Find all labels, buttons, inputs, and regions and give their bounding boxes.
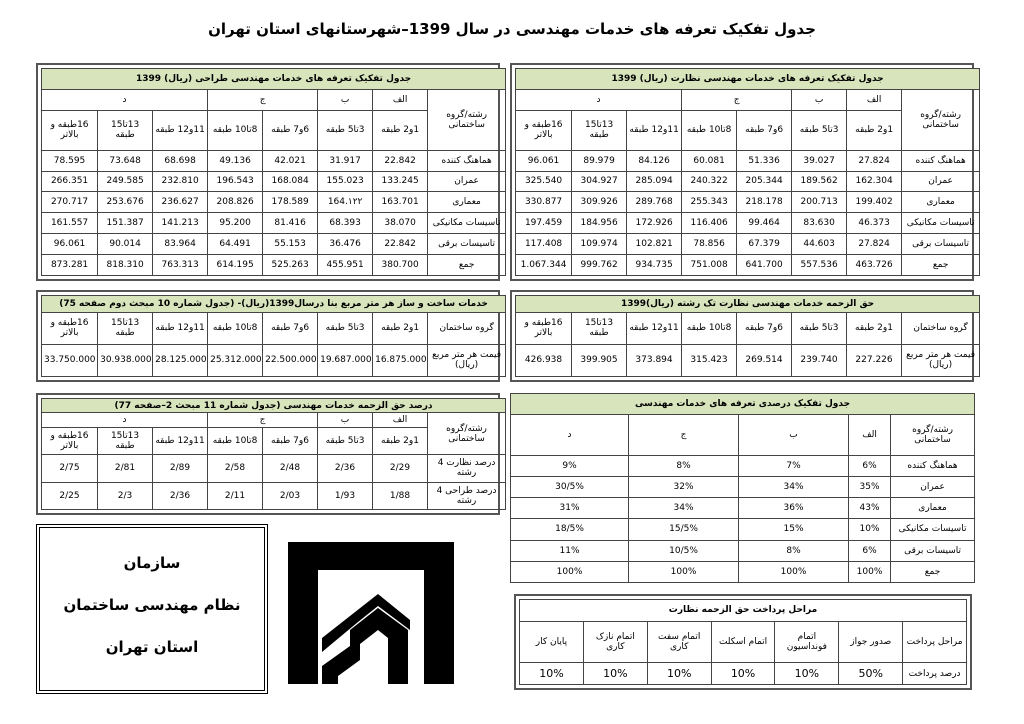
cell-value: 463.726 <box>847 255 902 276</box>
row-label: درصد نظارت 4 رشته <box>428 455 506 482</box>
cell-value: 269.514 <box>737 344 792 376</box>
cell-value: 330.877 <box>516 192 572 213</box>
cell-value: 309.926 <box>572 192 627 213</box>
floor-range-header: 6و7 طبقه <box>263 312 318 344</box>
cell-value: 199.402 <box>847 192 902 213</box>
cell-value: 31% <box>511 498 629 519</box>
cell-value: 8% <box>739 540 849 561</box>
cell-value: 100% <box>629 561 739 582</box>
table-title: جدول تفکیک تعرفه های خدمات مهندسی طراحی (ریال) 1399 <box>42 69 506 90</box>
floor-range-header: 8تا10 طبقه <box>208 110 263 150</box>
floor-range-header: 16طبقه و بالاتر <box>516 110 572 150</box>
cell-value: 78.856 <box>682 234 737 255</box>
cell-value: 36.476 <box>318 234 373 255</box>
cell-value: 50% <box>839 663 903 685</box>
floor-range-header: 3تا5 طبقه <box>792 312 847 344</box>
cell-value: 1/93 <box>318 482 373 509</box>
cell-value: 34% <box>739 476 849 497</box>
cell-value: 100% <box>849 561 891 582</box>
floor-range-header: 11و12 طبقه <box>153 312 208 344</box>
row-label: عمران <box>428 171 506 192</box>
cell-value: 9% <box>511 455 629 476</box>
cell-value: 10% <box>711 663 775 685</box>
cell-value: 289.768 <box>627 192 682 213</box>
cell-value: 1/88 <box>373 482 428 509</box>
cell-value: 557.536 <box>792 255 847 276</box>
cell-value: 27.824 <box>847 150 902 171</box>
table-row <box>511 561 975 582</box>
cell-value: 22.500.000 <box>263 344 318 376</box>
cell-value: 96.061 <box>516 150 572 171</box>
cell-value: 227.226 <box>847 344 902 376</box>
floor-range-header: 11و12 طبقه <box>627 312 682 344</box>
cell-value: 67.379 <box>737 234 792 255</box>
breakdown-table <box>510 393 974 583</box>
cell-value: 27.824 <box>847 234 902 255</box>
table-row <box>42 171 506 192</box>
column-header: ج <box>629 415 739 456</box>
floor-range-header: 13تا15 طبقه <box>572 110 627 150</box>
cell-value: 253.676 <box>98 192 153 213</box>
cell-value: 64.491 <box>208 234 263 255</box>
group-header: ب <box>318 89 373 110</box>
cell-value: 10% <box>849 519 891 540</box>
cell-value: 168.084 <box>263 171 318 192</box>
table-row <box>42 255 506 276</box>
table-row <box>516 171 980 192</box>
cell-value: 32% <box>629 476 739 497</box>
cell-value: 31.917 <box>318 150 373 171</box>
row-label: معماری <box>428 192 506 213</box>
floor-range-header: 3تا5 طبقه <box>318 110 373 150</box>
cell-value: 100% <box>511 561 629 582</box>
cell-value: 184.956 <box>572 213 627 234</box>
cell-value: 15/5% <box>629 519 739 540</box>
column-header: ب <box>739 415 849 456</box>
row-label: قیمت هر متر مربع (ریال) <box>428 344 506 376</box>
floor-range-header: 13تا15 طبقه <box>98 110 153 150</box>
group-header: د <box>42 89 208 110</box>
row-label: هماهنگ کننده <box>891 455 975 476</box>
floor-range-header: 8تا10 طبقه <box>682 312 737 344</box>
column-header: پایان کار <box>520 621 584 663</box>
cell-value: 83.964 <box>153 234 208 255</box>
cell-value: 116.406 <box>682 213 737 234</box>
floor-range-header: 6و7 طبقه <box>737 312 792 344</box>
table-row <box>42 455 506 482</box>
table-row <box>42 234 506 255</box>
table-row <box>42 482 506 509</box>
column-header: صدور جواز <box>839 621 903 663</box>
row-header: گروه ساختمان <box>428 312 506 344</box>
org-line2: نظام مهندسی ساختمان <box>63 596 241 614</box>
row-label: تاسیسات مکانیکی <box>428 213 506 234</box>
row-label: تاسیسات برقی <box>428 234 506 255</box>
cell-value: 196.543 <box>208 171 263 192</box>
floor-range-header: 6و7 طبقه <box>263 110 318 150</box>
floor-range-header: 1و2 طبقه <box>373 110 428 150</box>
cell-value: 373.894 <box>627 344 682 376</box>
cell-value: 6% <box>849 540 891 561</box>
cell-value: 51.336 <box>737 150 792 171</box>
column-header: د <box>511 415 629 456</box>
cell-value: 44.603 <box>792 234 847 255</box>
cell-value: 7% <box>739 455 849 476</box>
floor-range-header: 13تا15 طبقه <box>98 312 153 344</box>
row-label: جمع <box>902 255 980 276</box>
row-label: هماهنگ کننده <box>428 150 506 171</box>
group-header: الف <box>373 89 428 110</box>
cell-value: 2/3 <box>98 482 153 509</box>
floor-range-header: 8تا10 طبقه <box>208 427 263 454</box>
cell-value: 255.343 <box>682 192 737 213</box>
row-label: تاسیسات برقی <box>902 234 980 255</box>
floor-range-header: 11و12 طبقه <box>627 110 682 150</box>
cell-value: 73.648 <box>98 150 153 171</box>
row-label: عمران <box>891 476 975 497</box>
table-title: جدول تفکیک تعرفه های خدمات مهندسی نظارت (ریال) 1399 <box>516 69 980 90</box>
group-header: د <box>42 413 208 427</box>
cell-value: 95.200 <box>208 213 263 234</box>
cell-value: 30/5% <box>511 476 629 497</box>
table-row <box>42 192 506 213</box>
design-table <box>36 63 500 281</box>
cell-value: 325.540 <box>516 171 572 192</box>
cell-value: 205.344 <box>737 171 792 192</box>
cell-value: 96.061 <box>42 234 98 255</box>
row-label: درصد پرداخت <box>903 663 967 685</box>
cell-value: 197.459 <box>516 213 572 234</box>
cell-value: 2/48 <box>263 455 318 482</box>
row-header: رشته/گروه ساختمانی <box>902 89 980 150</box>
cell-value: 239.740 <box>792 344 847 376</box>
cell-value: 304.927 <box>572 171 627 192</box>
table-title: خدمات ساخت و ساز هر متر مربع بنا درسال1399(ریال)- (جدول شماره 10 مبحث دوم صفحه 75) <box>42 296 506 313</box>
cell-value: 270.717 <box>42 192 98 213</box>
cell-value: 19.687.000 <box>318 344 373 376</box>
table-row <box>511 519 975 540</box>
table-row <box>511 540 975 561</box>
cell-value: 68.698 <box>153 150 208 171</box>
cell-value: 46.373 <box>847 213 902 234</box>
cell-value: 2/36 <box>153 482 208 509</box>
column-header: الف <box>849 415 891 456</box>
cell-value: 236.627 <box>153 192 208 213</box>
table-row <box>511 455 975 476</box>
cell-value: 763.313 <box>153 255 208 276</box>
table-title: حق الزحمه خدمات مهندسی نظارت تک رشته (ریال)1399 <box>516 296 980 313</box>
supervision-table <box>510 63 974 281</box>
cell-value: 10% <box>583 663 647 685</box>
cell-value: 15% <box>739 519 849 540</box>
floor-range-header: 11و12 طبقه <box>153 110 208 150</box>
table-title: درصد حق الزحمه خدمات مهندسی (جدول شماره 11 مبحث 2–صفحه 77) <box>42 399 506 413</box>
table-row <box>42 150 506 171</box>
cell-value: 16.875.000 <box>373 344 428 376</box>
cell-value: 18/5% <box>511 519 629 540</box>
table-row <box>42 213 506 234</box>
cell-value: 133.245 <box>373 171 428 192</box>
cell-value: 10% <box>775 663 839 685</box>
cell-value: 99.464 <box>737 213 792 234</box>
floor-range-header: 11و12 طبقه <box>153 427 208 454</box>
row-label: جمع <box>891 561 975 582</box>
cell-value: 100% <box>739 561 849 582</box>
cell-value: 873.281 <box>42 255 98 276</box>
cell-value: 33.750.000 <box>42 344 98 376</box>
cell-value: 614.195 <box>208 255 263 276</box>
group-header: ج <box>208 413 318 427</box>
group-header: الف <box>373 413 428 427</box>
cell-value: 68.393 <box>318 213 373 234</box>
row-label: معماری <box>902 192 980 213</box>
cell-value: 641.700 <box>737 255 792 276</box>
cell-value: 35% <box>849 476 891 497</box>
cell-value: 89.979 <box>572 150 627 171</box>
floor-range-header: 3تا5 طبقه <box>318 312 373 344</box>
cell-value: 208.826 <box>208 192 263 213</box>
cell-value: 10% <box>520 663 584 685</box>
table-row <box>516 150 980 171</box>
group-header: د <box>516 89 682 110</box>
cell-value: 22.842 <box>373 150 428 171</box>
cell-value: 141.213 <box>153 213 208 234</box>
cell-value: 161.557 <box>42 213 98 234</box>
group-header: ج <box>208 89 318 110</box>
cell-value: 38.070 <box>373 213 428 234</box>
row-label: جمع <box>428 255 506 276</box>
row-label: تاسیسات برقی <box>891 540 975 561</box>
floor-range-header: 1و2 طبقه <box>373 312 428 344</box>
cell-value: 90.014 <box>98 234 153 255</box>
cell-value: 60.081 <box>682 150 737 171</box>
cell-value: 84.126 <box>627 150 682 171</box>
row-label: عمران <box>902 171 980 192</box>
row-header: گروه ساختمان <box>902 312 980 344</box>
cell-value: 42.021 <box>263 150 318 171</box>
row-label: تاسیسات مکانیکی <box>902 213 980 234</box>
cell-value: 455.951 <box>318 255 373 276</box>
cell-value: 43% <box>849 498 891 519</box>
cell-value: 102.821 <box>627 234 682 255</box>
row-header: رشته/گروه ساختمانی <box>428 413 506 455</box>
cell-value: 2/75 <box>42 455 98 482</box>
cell-value: 163.701 <box>373 192 428 213</box>
floor-range-header: 6و7 طبقه <box>737 110 792 150</box>
cell-value: 399.905 <box>572 344 627 376</box>
cell-value: 28.125.000 <box>153 344 208 376</box>
cell-value: 249.585 <box>98 171 153 192</box>
row-header: رشته/گروه ساختمانی <box>428 89 506 150</box>
cell-value: 117.408 <box>516 234 572 255</box>
percent-fee-table <box>36 393 500 515</box>
floor-range-header: 1و2 طبقه <box>373 427 428 454</box>
row-label: معماری <box>891 498 975 519</box>
column-header: اتمام فونداسیون <box>775 621 839 663</box>
floor-range-header: 16طبقه و بالاتر <box>42 110 98 150</box>
cell-value: 34% <box>629 498 739 519</box>
cell-value: 78.595 <box>42 150 98 171</box>
floor-range-header: 16طبقه و بالاتر <box>516 312 572 344</box>
row-label: قیمت هر متر مربع (ریال) <box>902 344 980 376</box>
cell-value: 10/5% <box>629 540 739 561</box>
cell-value: 81.416 <box>263 213 318 234</box>
cell-value: 30.938.000 <box>98 344 153 376</box>
table-row <box>516 234 980 255</box>
cell-value: 266.351 <box>42 171 98 192</box>
table-row <box>511 498 975 519</box>
column-header: اتمام نازک کاری <box>583 621 647 663</box>
cell-value: 240.322 <box>682 171 737 192</box>
cell-value: 83.630 <box>792 213 847 234</box>
cell-value: 178.589 <box>263 192 318 213</box>
cell-value: 934.735 <box>627 255 682 276</box>
cell-value: 2/81 <box>98 455 153 482</box>
cell-value: 164.۱۲۲ <box>318 192 373 213</box>
org-line1: سازمان <box>123 554 181 572</box>
cell-value: 155.023 <box>318 171 373 192</box>
cell-value: 2/11 <box>208 482 263 509</box>
cell-value: 10% <box>647 663 711 685</box>
cell-value: 2/03 <box>263 482 318 509</box>
floor-range-header: 3تا5 طبقه <box>792 110 847 150</box>
cell-value: 49.136 <box>208 150 263 171</box>
table-row <box>511 476 975 497</box>
cell-value: 11% <box>511 540 629 561</box>
cell-value: 232.810 <box>153 171 208 192</box>
floor-range-header: 6و7 طبقه <box>263 427 318 454</box>
table-row <box>516 255 980 276</box>
single-supervision-table <box>510 290 974 382</box>
cell-value: 1.067.344 <box>516 255 572 276</box>
floor-range-header: 1و2 طبقه <box>847 110 902 150</box>
column-header: رشته/گروه ساختمانی <box>891 415 975 456</box>
cell-value: 200.713 <box>792 192 847 213</box>
table-title: جدول تفکیک درصدی تعرفه های خدمات مهندسی <box>511 394 975 415</box>
cell-value: 999.762 <box>572 255 627 276</box>
floor-range-header: 13تا15 طبقه <box>572 312 627 344</box>
cell-value: 8% <box>629 455 739 476</box>
cell-value: 22.842 <box>373 234 428 255</box>
floor-range-header: 1و2 طبقه <box>847 312 902 344</box>
floor-range-header: 8تا10 طبقه <box>208 312 263 344</box>
cell-value: 162.304 <box>847 171 902 192</box>
cell-value: 2/36 <box>318 455 373 482</box>
cell-value: 55.153 <box>263 234 318 255</box>
group-header: الف <box>847 89 902 110</box>
cell-value: 218.178 <box>737 192 792 213</box>
cell-value: 525.263 <box>263 255 318 276</box>
column-header: اتمام سفت کاری <box>647 621 711 663</box>
cell-value: 285.094 <box>627 171 682 192</box>
cell-value: 380.700 <box>373 255 428 276</box>
org-emblem-logo <box>282 534 462 686</box>
group-header: ب <box>318 413 373 427</box>
column-header: مراحل پرداخت <box>903 621 967 663</box>
floor-range-header: 3تا5 طبقه <box>318 427 373 454</box>
org-line3: استان تهران <box>105 638 199 656</box>
cell-value: 2/58 <box>208 455 263 482</box>
cell-value: 109.974 <box>572 234 627 255</box>
cell-value: 172.926 <box>627 213 682 234</box>
page-title: جدول تفکیک تعرفه های خدمات مهندسی در سال 1399–شهرستانهای استان تهران <box>208 20 816 38</box>
construction-cost-table <box>36 290 500 382</box>
table-row <box>516 213 980 234</box>
group-header: ج <box>682 89 792 110</box>
org-name-box <box>36 524 268 694</box>
cell-value: 818.310 <box>98 255 153 276</box>
cell-value: 426.938 <box>516 344 572 376</box>
cell-value: 2/25 <box>42 482 98 509</box>
cell-value: 189.562 <box>792 171 847 192</box>
cell-value: 39.027 <box>792 150 847 171</box>
cell-value: 2/29 <box>373 455 428 482</box>
row-label: تاسیسات مکانیکی <box>891 519 975 540</box>
table-row <box>516 192 980 213</box>
row-label: درصد طراحی 4 رشته <box>428 482 506 509</box>
floor-range-header: 13تا15 طبقه <box>98 427 153 454</box>
floor-range-header: 8تا10 طبقه <box>682 110 737 150</box>
cell-value: 2/89 <box>153 455 208 482</box>
table-title: مراحل پرداخت حق الزحمه نظارت <box>520 600 967 622</box>
cell-value: 6% <box>849 455 891 476</box>
cell-value: 751.008 <box>682 255 737 276</box>
cell-value: 151.387 <box>98 213 153 234</box>
column-header: اتمام اسکلت <box>711 621 775 663</box>
cell-value: 36% <box>739 498 849 519</box>
cell-value: 315.423 <box>682 344 737 376</box>
floor-range-header: 16طبقه و بالاتر <box>42 427 98 454</box>
group-header: ب <box>792 89 847 110</box>
row-label: هماهنگ کننده <box>902 150 980 171</box>
floor-range-header: 16طبقه و بالاتر <box>42 312 98 344</box>
payment-table <box>514 594 972 690</box>
cell-value: 25.312.000 <box>208 344 263 376</box>
